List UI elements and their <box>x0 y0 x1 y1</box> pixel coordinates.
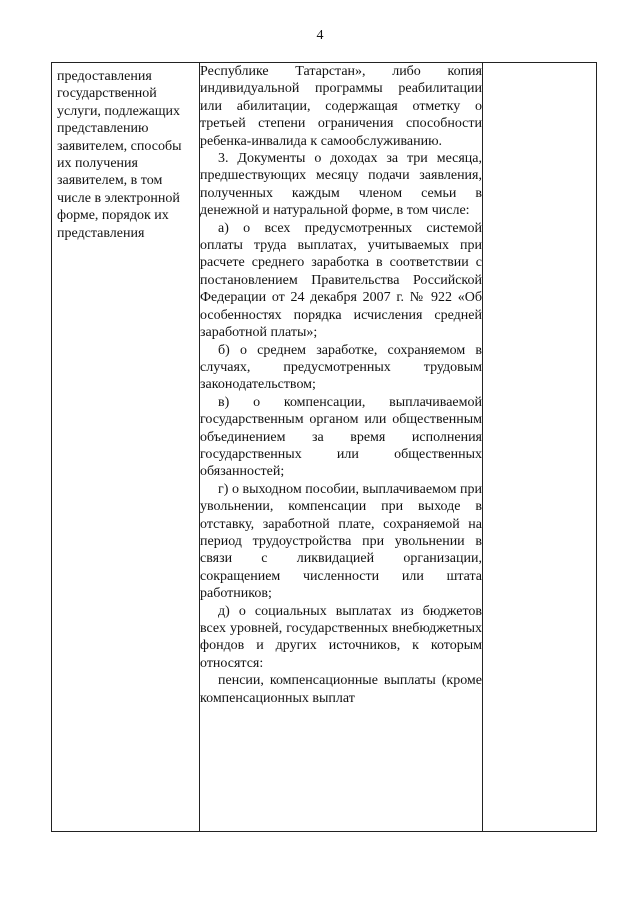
paragraph-item-d: д) о социальных выплатах из бюджетов всех уровней, государственных внебюджетных фондов и других источников, к которым относятся: <box>200 603 482 671</box>
table-row <box>52 63 597 832</box>
page-number: 4 <box>316 28 324 43</box>
paragraph-item-3: 3. Документы о доходах за три месяца, предшествующих месяцу подачи заявления, полученных каждым членом семьи в денежной и натуральной форме, в том числе: <box>200 151 482 219</box>
paragraph-continuation: Республике Татарстан», либо копия индивидуальной программы реабилитации или абилитации, содержащая отметку о третьей степени ограничения способности ребенка-инвалида к самообслуживанию. <box>200 64 482 149</box>
left-cell <box>52 63 200 832</box>
middle-cell <box>200 63 483 832</box>
paragraph-item-v: в) о компенсации, выплачиваемой государственным органом или общественным объединением за время исполнения государственных или общественных обязанностей; <box>200 394 482 480</box>
right-cell <box>483 63 597 832</box>
paragraph-pensions: пенсии, компенсационные выплаты (кроме компенсационных выплат <box>200 673 482 706</box>
paragraph-item-a: а) о всех предусмотренных системой оплаты труда выплатах, учитываемых при расчете среднего заработка в соответствии с постановлением Правительства Российской Федерации от 24 декабря 2007 г. № 922 «Об особенностях порядка исчисления средней заработной платы»; <box>200 220 482 341</box>
document-table <box>51 62 597 832</box>
paragraph-item-b: б) о среднем заработке, сохраняемом в случаях, предусмотренных трудовым законодательством; <box>200 342 482 393</box>
left-cell-text: предоставления государственной услуги, подлежащих представлению заявителем, способы их получения заявителем, в том числе в электронной форме, порядок их представления <box>57 69 182 241</box>
paragraph-item-g: г) о выходном пособии, выплачиваемом при увольнении, компенсации при выходе в отставку, заработной плате, сохраняемой на период трудоустройства при увольнении в связи с ликвидацией организации, сокращением численности или штата работников; <box>200 481 482 602</box>
